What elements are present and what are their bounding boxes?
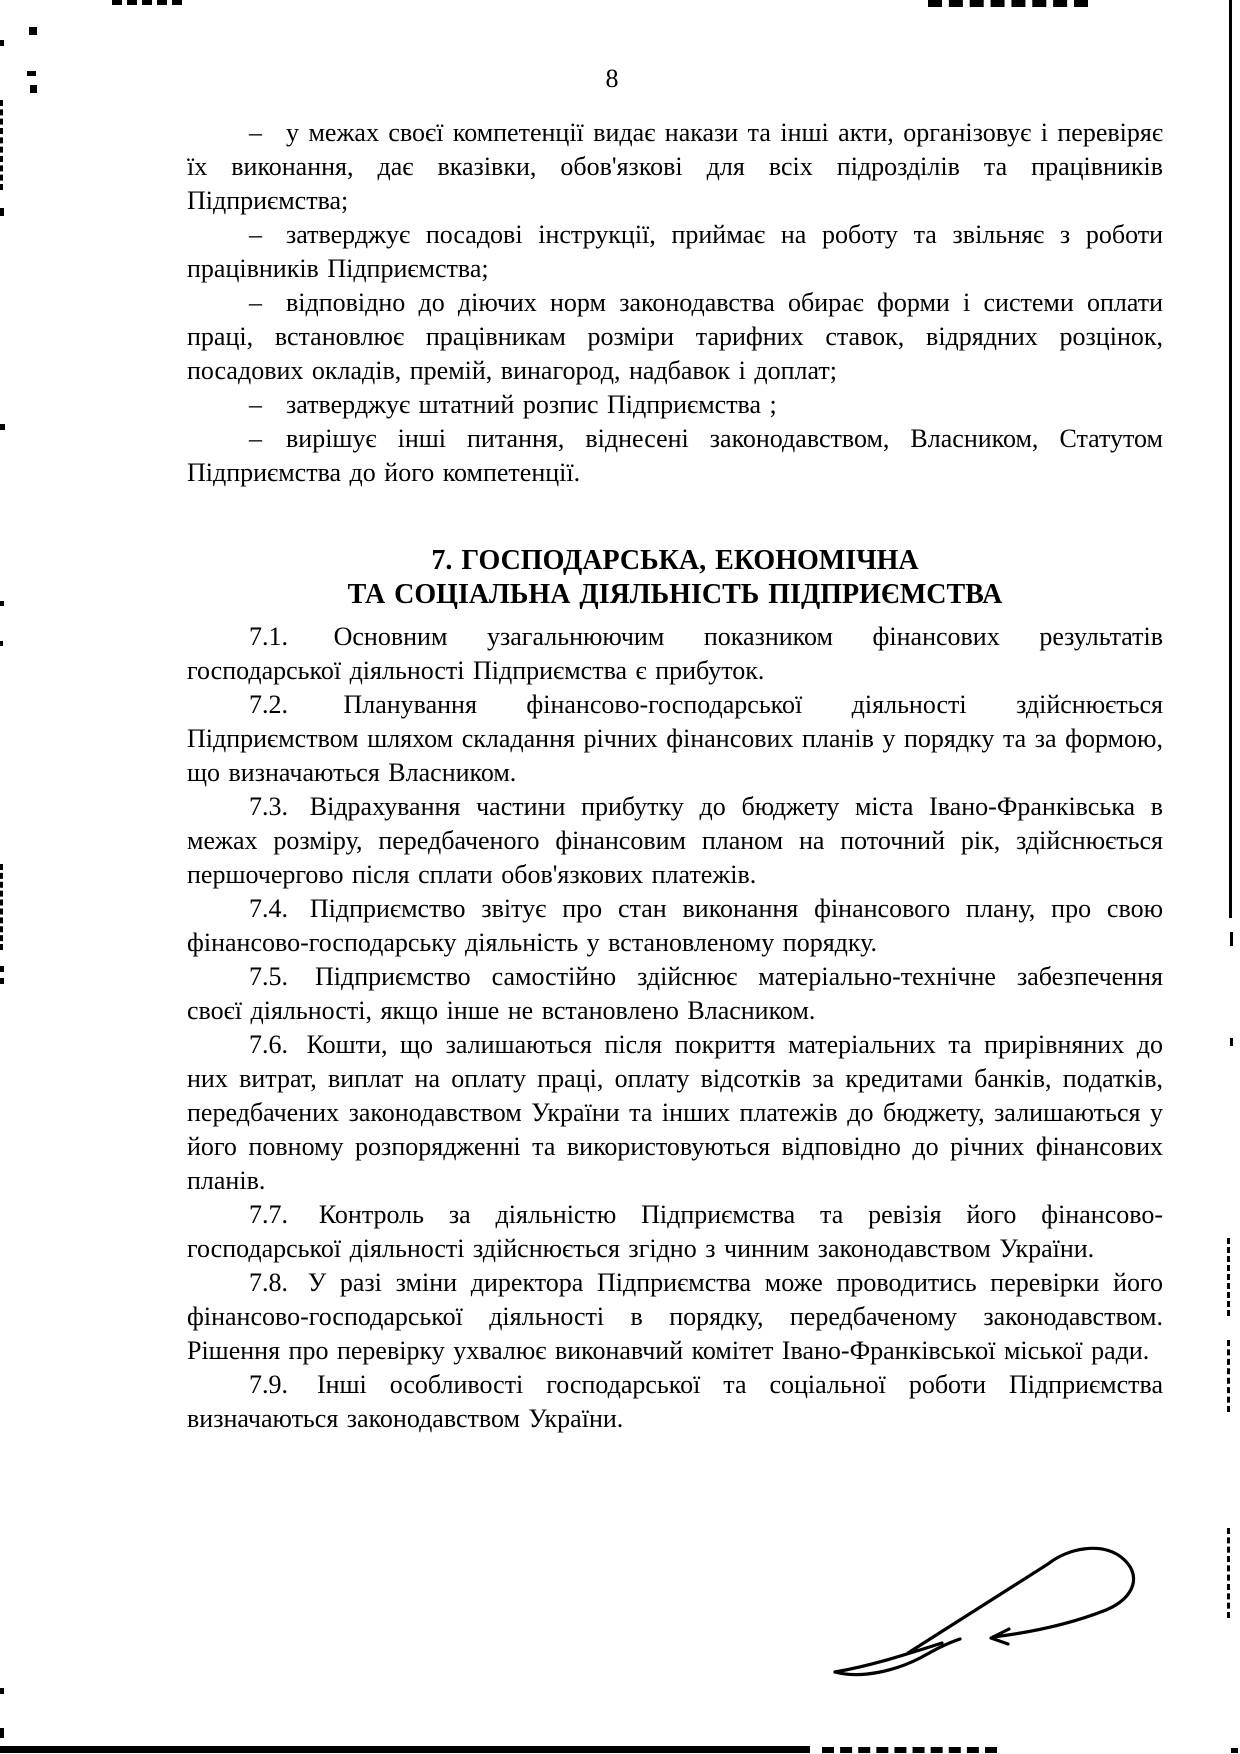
scan-artifact xyxy=(0,601,4,606)
scan-artifact xyxy=(0,1746,810,1753)
signature-mark xyxy=(815,1538,1155,1693)
dash-marker: – xyxy=(249,220,262,249)
text-block xyxy=(187,116,1163,1436)
scan-artifact xyxy=(0,864,3,950)
clause-paragraph xyxy=(187,620,1163,688)
clause-paragraph xyxy=(187,688,1163,790)
clause-text: Контроль за діяльністю Підприємства та ревізія його фінансово-господарської діяльності здійснюється згідно з чинним законодавством України. xyxy=(187,1200,1164,1263)
scan-artifact xyxy=(0,1688,4,1694)
scan-artifact xyxy=(27,71,36,76)
section-heading-line1: 7. ГОСПОДАРСЬКА, ЕКОНОМІЧНА xyxy=(431,545,919,576)
clause-paragraph xyxy=(187,1028,1163,1198)
clause-paragraph xyxy=(187,1266,1163,1368)
clause-number: 7.4. xyxy=(249,894,288,923)
clause-text: Планування фінансово-господарської діяльності здійснюється Підприємством шляхом складання річних фінансових планів у порядку та за формою, що визначаються Власником. xyxy=(187,690,1163,787)
clause-text: Інші особливості господарської та соціальної роботи Підприємства визначаються законодавством України. xyxy=(187,1370,1163,1433)
clause-number: 7.3. xyxy=(249,792,288,821)
bullet-paragraph xyxy=(187,116,1163,218)
bullet-text: відповідно до діючих норм законодавства обирає форми і системи оплати праці, встановлює працівникам розміри тарифних ставок, відрядних розцінок, посадових окладів, премій, винагород, надбавок і доплат; xyxy=(187,288,1163,385)
scan-artifact xyxy=(928,0,1088,7)
scan-artifact xyxy=(1227,1528,1230,1618)
clause-text: Відрахування частини прибутку до бюджету міста Івано-Франківська в межах розміру, передбаченого фінансовим планом на поточний рік, здійснюється першочергово після сплати обов'язкових платежів. xyxy=(187,792,1163,889)
clause-paragraph xyxy=(187,1198,1163,1266)
clause-number: 7.6. xyxy=(249,1030,288,1059)
dash-marker: – xyxy=(249,390,262,419)
bullet-paragraph xyxy=(187,422,1163,490)
page-number: 8 xyxy=(605,64,619,93)
scan-artifact xyxy=(112,0,182,5)
clause-number: 7.7. xyxy=(249,1200,288,1229)
bullet-text: затверджує штатний розпис Підприємства ; xyxy=(286,390,777,419)
clause-text: Підприємство звітує про стан виконання фінансового плану, про свою фінансово-господарську діяльність у встановленому порядку. xyxy=(187,894,1163,957)
dash-marker: – xyxy=(249,288,262,317)
scan-artifact xyxy=(29,27,37,35)
scan-artifact xyxy=(1227,1340,1230,1412)
scan-artifact xyxy=(0,40,4,46)
clause-paragraph xyxy=(187,892,1163,960)
scan-artifact xyxy=(0,100,3,190)
scan-artifact xyxy=(1230,932,1233,946)
clause-paragraph xyxy=(187,960,1163,1028)
scan-artifact xyxy=(1230,1038,1233,1046)
clause-number: 7.1. xyxy=(249,622,288,651)
clause-number: 7.8. xyxy=(249,1268,288,1297)
clause-number: 7.2. xyxy=(249,690,288,719)
scan-artifact xyxy=(1227,1238,1230,1316)
signature-tail-upper xyxy=(835,1643,942,1672)
clause-text: У разі зміни директора Підприємства може проводитись перевірки його фінансово-господарської діяльності в порядку, передбаченому законодавством. Рішення про перевірку ухвалює виконавчий комітет Івано-Франківської міської ради. xyxy=(187,1268,1163,1365)
scan-artifact xyxy=(0,424,5,430)
scan-artifact xyxy=(822,1747,997,1753)
scan-artifact xyxy=(0,966,4,972)
dash-marker: – xyxy=(249,118,262,147)
scan-artifact xyxy=(1231,1748,1238,1753)
bullet-text: затверджує посадові інструкції, приймає на роботу та звільняє з роботи працівників Підприємства; xyxy=(187,220,1163,283)
scan-artifact xyxy=(0,641,3,646)
clause-text: Кошти, що залишаються після покриття матеріальних та прирівняних до них витрат, виплат на оплату праці, оплату відсотків за кредитами банків, податків, передбачених законодавством України та інших платежів до бюджету, залишаються у його повному розпорядженні та використовуються відповідно до річних фінансових планів. xyxy=(187,1030,1163,1195)
clause-number: 7.9. xyxy=(249,1370,288,1399)
bullet-text: у межах своєї компетенції видає накази та інші акти, організовує і перевіряє їх виконання, дає вказівки, обов'язкові для всіх підрозділів та працівників Підприємства; xyxy=(187,118,1163,215)
bullet-paragraph xyxy=(187,388,1163,422)
clause-number: 7.5. xyxy=(249,962,288,991)
clause-paragraph xyxy=(187,790,1163,892)
clause-paragraph xyxy=(187,1368,1163,1436)
section-heading-line2: ТА СОЦІАЛЬНА ДІЯЛЬНІСТЬ ПІДПРИЄМСТВА xyxy=(347,579,1003,610)
scan-artifact xyxy=(1229,0,1232,918)
bullet-paragraph xyxy=(187,218,1163,286)
bullet-text: вирішує інші питання, віднесені законодавством, Власником, Статутом Підприємства до його компетенції. xyxy=(187,424,1163,487)
scan-artifact xyxy=(30,85,37,93)
clause-text: Основним узагальнюючим показником фінансових результатів господарської діяльності Підприємства є прибуток. xyxy=(187,622,1164,685)
scan-artifact xyxy=(0,1728,4,1738)
clause-text: Підприємство самостійно здійснює матеріально-технічне забезпечення своєї діяльності, якщо інше не встановлено Власником. xyxy=(187,962,1164,1025)
scan-artifact xyxy=(0,208,4,216)
scan-artifact xyxy=(0,978,4,984)
section-heading xyxy=(187,544,1163,612)
signature-loop xyxy=(908,1548,1134,1653)
bullet-paragraph xyxy=(187,286,1163,388)
dash-marker: – xyxy=(249,424,262,453)
